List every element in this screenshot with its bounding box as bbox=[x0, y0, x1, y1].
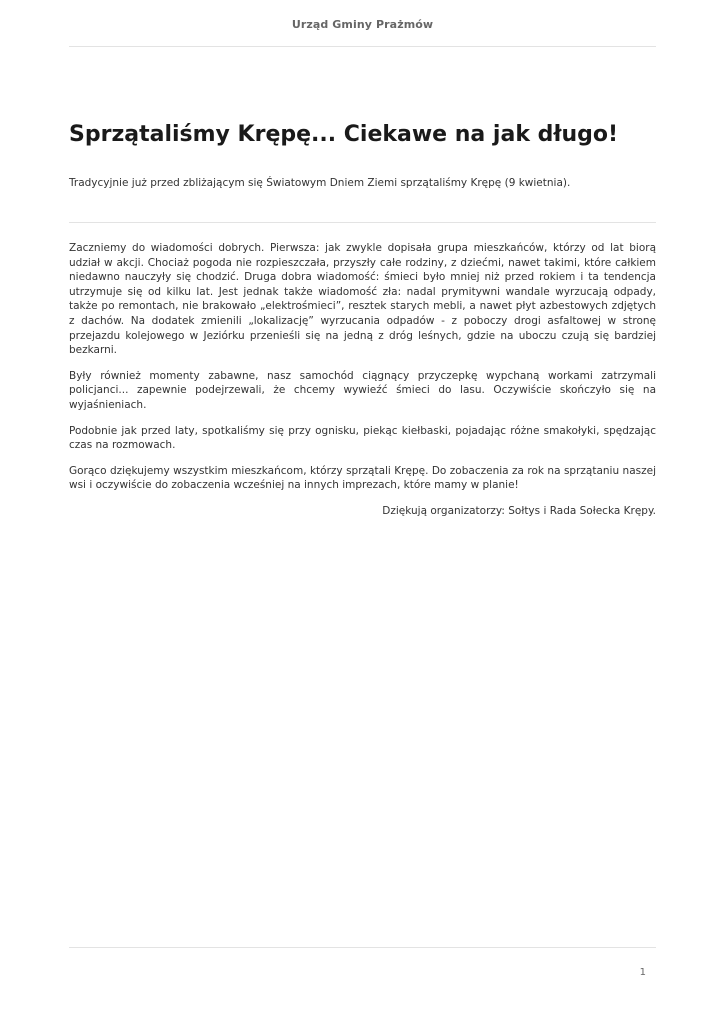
site-header-title: Urząd Gminy Prażmów bbox=[291, 18, 434, 31]
article-signature: Dziękują organizatorzy: Sołtys i Rada Sołecka Krępy. bbox=[382, 504, 656, 517]
lead-divider bbox=[69, 222, 656, 223]
article-title: Sprzątaliśmy Krępę... Ciekawe na jak długo! bbox=[69, 122, 619, 147]
article-paragraph: Podobnie jak przed laty, spotkaliśmy się przy ognisku, piekąc kiełbaski, pojadając różne smakołyki, spędzając czas na rozmowach. bbox=[69, 424, 656, 452]
page-number: 1 bbox=[639, 967, 646, 978]
article-paragraph: Gorąco dziękujemy wszystkim mieszkańcom, którzy sprzątali Krępę. Do zobaczenia za rok na sprzątaniu naszej wsi i oczywiście do zobaczenia wcześniej na innych imprezach, które mamy w planie! bbox=[69, 464, 656, 492]
article-body bbox=[69, 241, 656, 530]
header-divider bbox=[69, 46, 656, 47]
article-paragraph: Zaczniemy do wiadomości dobrych. Pierwsza: jak zwykle dopisała grupa mieszkańców, którzy od lat biorą udział w akcji. Chociaż pogoda nie rozpieszczała, przyszły całe rodziny, z dziećmi, nawet takimi, które całkiem niedawno nauczyły się chodzić. Druga dobra wiadomość: śmieci było mniej niż przed rokiem i ta tendencja utrzymuje się od kilku lat. Jest jednak także wiadomość zła: nadal prymitywni wandale wyrzucają odpady, także po remontach, nie brakowało „elektrośmieci”, resztek starych mebli, a nawet płyt azbestowych zdjętych z dachów. Na dodatek zmienili „lokalizację” wyrzucania odpadów - z poboczy drogi asfaltowej w stronę przejazdu kolejowego w Jeziórku przenieśli się na jedną z dróg leśnych, gdzie na uboczu czują się bardziej bezkarni. bbox=[69, 242, 656, 357]
article-lead: Tradycyjnie już przed zbliżającym się Światowym Dniem Ziemi sprzątaliśmy Krępę (9 kwietnia). bbox=[69, 177, 571, 189]
footer-divider bbox=[69, 947, 656, 948]
article-paragraph: Były również momenty zabawne, nasz samochód ciągnący przyczepkę wypchaną workami zatrzymali policjanci... zapewnie podejrzewali, że chcemy wywieźć śmieci do lasu. Oczywiście skończyło się na wyjaśnieniach. bbox=[69, 369, 656, 411]
